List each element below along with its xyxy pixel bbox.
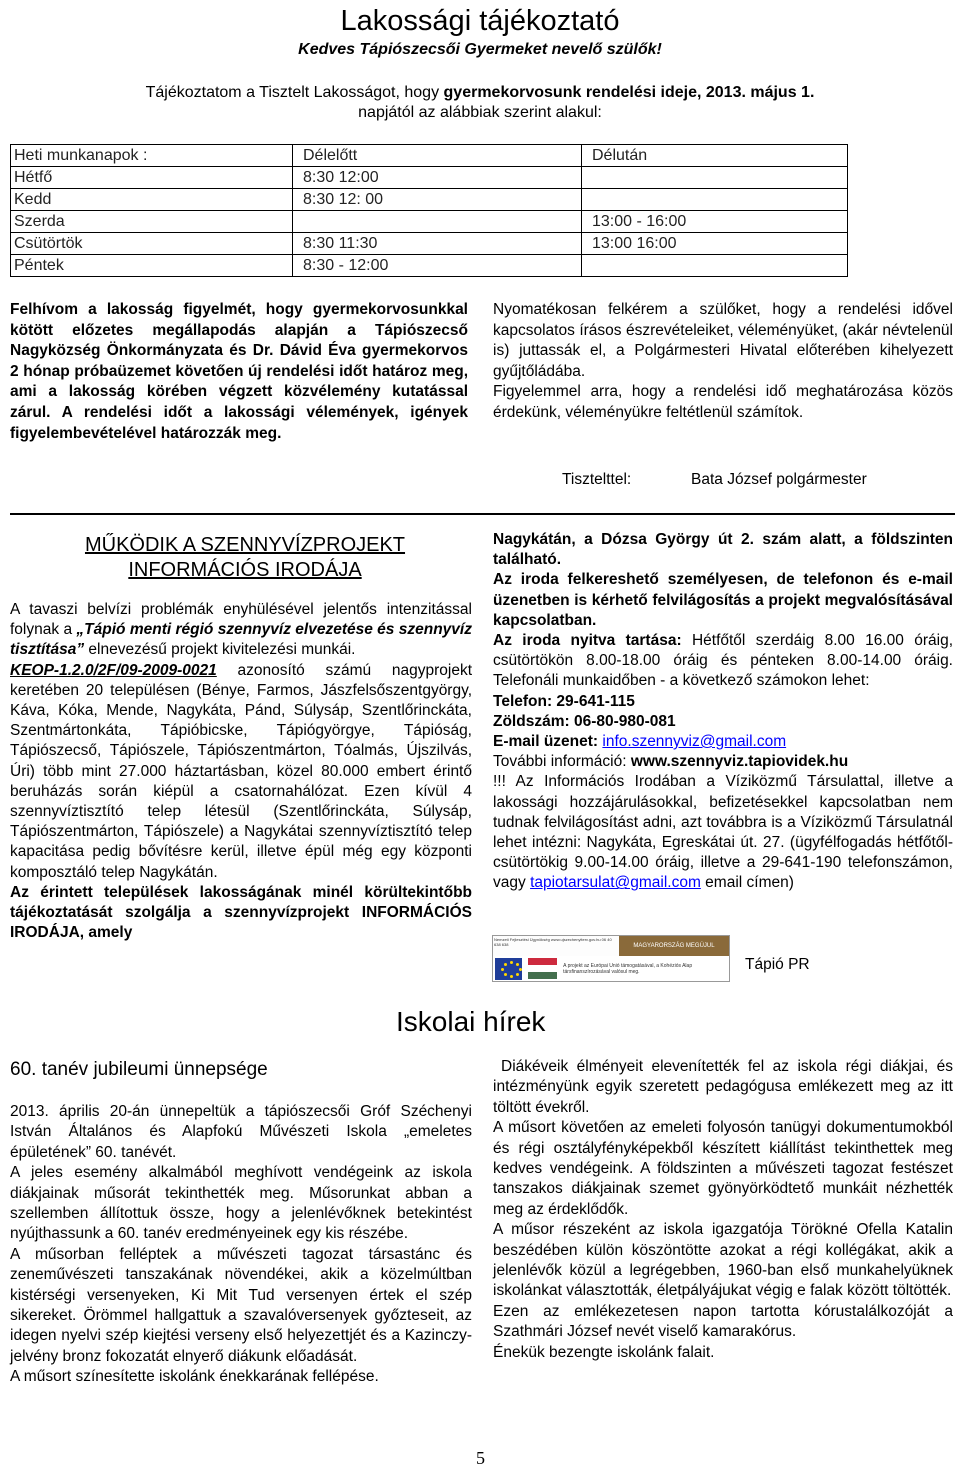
table-cell: Péntek (11, 255, 293, 277)
notice-left: Felhívom a lakosság figyelmét, hogy gyermekorvosunkkal kötött előzetes megállapodás alapján a Tápiószecső Nagyközség Önkormányzata és Dr. Dávid Éva gyermekorvos 2 hónap próbaüzemet követően új rendelési időt határoz meg, ami a lakosság körében végzett közvélemény kutatással zárul. A rendelési időt a lakossági vélemények, igények figyelembevételével határozzák meg. (10, 301, 468, 442)
table-cell: 8:30 - 12:00 (293, 255, 582, 277)
phone: Telefon: 29-641-115 (493, 692, 635, 710)
section-divider (10, 513, 955, 515)
school-left-text (10, 1102, 472, 1388)
paragraph: Énekük bezengte iskolánk falait. (493, 1343, 715, 1361)
table-cell: Hétfő (11, 167, 293, 189)
intro-text (70, 83, 890, 123)
society-note (493, 772, 953, 893)
eu-funding-logo (492, 935, 730, 982)
table-cell: 13:00 - 16:00 (582, 211, 848, 233)
table-cell: 8:30 11:30 (293, 233, 582, 255)
school-news-heading: Iskolai hírek (396, 1006, 546, 1037)
email-label: E-mail üzenet: (493, 733, 603, 751)
office-hours-text: Hétfőtől szerdáig 8.00 16.00 óráig, csütörtökön 8.00-18.00 óráig és pénteken 8.00-14.00 óráig. Telefonáli munkaidőben - a következő számokon lehet: (493, 632, 953, 690)
table-cell: 13:00 16:00 (582, 233, 848, 255)
banner-strip: MAGYARORSZÁG MEGÚJUL (619, 936, 729, 956)
greeting-subtitle: Kedves Tápiószecsői Gyermeket nevelő szülők! (298, 41, 662, 58)
table-cell: Kedd (11, 189, 293, 211)
signature: Bata József polgármester (691, 471, 867, 488)
table-row (11, 167, 848, 189)
project-p2: azonosító számú nagyprojekt keretében 20 településen (Bénye, Farmos, Jászfelsőszentgyörgy, Káva, Kóka, Mende, Nagykáta, Pánd, Súlysáp, Szentlőrinckáta, Szentmártonkáta, Tápióbicske, Tápiógyörgye, Tápióság, Tápiószecső, Tápiószele, Tápiószentmárton, Tóalmás, Újszilvás, Úri) több mint 27.000 háztartásban, közel 80.000 embert érintő beruházás során kiépül a csatornahálózat. Ezen kívül 4 szennyvíztisztító telep létesül (Szentlőrinckáta, Súlysáp, Tápiószentmárton, Tápiószele) a Nagykátai szennyvíztisztító telep kapacitása pedig bővítésre kerül, illetve épül még egy központi komposztáló telep Nagykátán. (10, 661, 472, 881)
project-p1-post: elnevezésű projekt kivitelezési munkái. (84, 641, 356, 659)
table-cell (582, 189, 848, 211)
table-cell: Szerda (11, 211, 293, 233)
green-number: Zöldszám: 06-80-980-081 (493, 712, 676, 730)
table-cell: Csütörtök (11, 233, 293, 255)
jubilee-heading: 60. tanév jubileumi ünnepsége (10, 1059, 268, 1080)
society-email-link[interactable]: tapiotarsulat@gmail.com (530, 874, 701, 892)
paragraph: A műsort követően az emeleti folyosón tanügyi dokumentumokból és régi osztályfényképekből készített kiállítást tekinthettek meg kedves vendégeink. A földszinten a művészeti tagozat festészet tanszakos diákjainak szemet gyönyörködtető munkáit nézhették meg az érdeklődők. (493, 1119, 953, 1218)
email-line (493, 732, 953, 752)
paragraph: 2013. április 20-án ünnepeltük a tápiószecsői Gróf Széchenyi István Általános és Alapfokú Művészeti Iskola „emeletes épületének” 60. tanévét. (10, 1103, 472, 1161)
header-cell: Heti munkanapok : (11, 145, 293, 167)
paragraph: Ezen az emlékezetesen napon tartotta kórustalálkozóját a Szathmári József nevét viselő kamarakórus. (493, 1302, 953, 1341)
project-right-text (493, 530, 953, 894)
paragraph: A jeles esemény alkalmából meghívott vendégeink az iskola diákjainak műsorát tekinthették meg. Műsorunkat abban a szellemben állítottuk össze, hogy a jelenlévőknek betekintést nyújthassunk a 60. tanév eredményeinek egy kis részébe. (10, 1164, 472, 1243)
notice-right (493, 300, 953, 424)
more-info-url: www.szennyviz.tapiovidek.hu (630, 753, 849, 771)
page-number: 5 (476, 1448, 485, 1468)
project-p1-italic: „Tápió menti régió szennyvíz elvezetése és szennyvíz tisztítása” (10, 621, 472, 659)
project-heading (10, 533, 480, 583)
project-p1-pre: A tavaszi belvízi problémák enyhülésével jelentős intenzitással folynak a (10, 601, 472, 639)
intro-pre: Tájékoztatom a Tisztelt Lakosságot, hogy (145, 84, 444, 101)
hungary-flag-icon (528, 958, 557, 980)
office-location: Nagykátán, a Dózsa György út 2. szám alatt, a földszinten található. (493, 531, 953, 569)
table-header-row (11, 145, 848, 167)
office-hours (493, 631, 953, 692)
paragraph: A műsorban felléptek a művészeti tagozat társastánc és zeneművészeti tanszakának növendékei, akik a közelmúltban kistérségi versenyeken, Ki Mit Tud versenyen értek el szép sikereket. Örömmel hallgattuk a szavalóversenyek győzteseit, az idegen nyelvi szép kiejtési verseny első helyezettjét és a Kazinczy- jelvény bronz fokozatát elnyerő diákunk előadását. (10, 1245, 472, 1365)
table-row (11, 211, 848, 233)
project-p3: Az érintett települések lakosságának minél körültekintőbb tájékoztatását szolgálja a szennyvízprojekt INFORMÁCIÓS IRODÁJA, amely (10, 883, 472, 942)
project-left-text (10, 600, 472, 943)
more-info-label: További információ: (493, 753, 631, 771)
header-cell: Délután (582, 145, 848, 167)
table-row (11, 189, 848, 211)
schedule-table (10, 144, 848, 277)
school-right-text (493, 1057, 953, 1363)
paragraph: A műsort színesítette iskolánk énekkarának fellépése. (10, 1368, 379, 1386)
agency-text: Nemzeti Fejlesztési Ügynökség www.ujszechenyiterv.gov.hu 06 40 638 638 (493, 936, 619, 956)
office-hours-label: Az iroda nyitva tartása: (493, 632, 682, 650)
table-cell (582, 167, 848, 189)
paragraph: A műsor részeként az iskola igazgatója Törökné Ofella Katalin beszédében külön köszöntötte azokat a régi kollégákat, akik a jelenlévők közül a legrégebben, 1960-ban első munkahelyüknek iskolánkat választották, életpályájukat végig e falak között töltötték. (493, 1221, 953, 1300)
funding-note: A projekt az Európai Unió támogatásával, a Kohéziós Alap társfinanszírozásával valósul meg. (563, 962, 693, 975)
table-cell: 8:30 12:00 (293, 167, 582, 189)
paragraph: Diákéveik élményeit elevenítették fel az iskola régi diákjai, és intézményünk egyik szeretett pedagógusa emlékezett meg az itt töltött évekről. (493, 1058, 953, 1116)
header-cell: Délelőtt (293, 145, 582, 167)
tapio-pr: Tápió PR (745, 956, 810, 973)
notice-right-p1: Nyomatékosan felkérem a szülőket, hogy a rendelési idővel kapcsolatos írásos észrevételeiket, véleményüket, (akár névtelenül is) juttassák el, a Polgármesteri Hivatal előterében kihelyezett gyűjtőládába. (493, 301, 953, 380)
notice-right-p2: Figyelemmel arra, hogy a rendelési idő meghatározása közös érdekünk, véleményükre feltétlenül számítok. (493, 383, 953, 421)
intro-bold: gyermekorvosunk rendelési ideje, 2013. május 1. (443, 84, 815, 101)
office-contact: Az iroda felkereshető személyesen, de telefonon és e-mail üzenetben is kérhető felvilágosítás a projekt megvalósításával kapcsolatban. (493, 571, 953, 629)
intro-post: napjától az alábbiak szerint alakul: (358, 104, 602, 121)
table-cell: 8:30 12: 00 (293, 189, 582, 211)
table-row (11, 233, 848, 255)
project-heading-line2: INFORMÁCIÓS IRODÁJA (128, 559, 362, 581)
project-heading-line1: MŰKÖDIK A SZENNYVÍZPROJEKT (84, 534, 406, 556)
table-row (11, 255, 848, 277)
page-title: Lakossági tájékoztató (340, 5, 620, 37)
more-info-line (493, 752, 953, 772)
eu-flag-icon (495, 958, 522, 980)
table-cell (582, 255, 848, 277)
society-text-end: email címen) (700, 874, 794, 892)
email-link[interactable]: info.szennyviz@gmail.com (602, 733, 787, 751)
greeting: Tisztelttel: (562, 471, 632, 488)
project-code: KEOP-1.2.0/2F/09-2009-0021 (10, 661, 217, 679)
table-cell (293, 211, 582, 233)
society-text: !!! Az Információs Irodában a Víziközmű Társulattal, illetve a lakossági hozzájárulásokkal, befizetésekkel kapcsolatban nem tudnak felvilágosítást adni, azt továbbra is a Víziközmű Társulatnál lehet intézni: Nagykáta, Egreskátai út. 27. (ügyfélfogadás hétfőtől-csütörtökig 9.00-14.00 óráig, illetve a 29-641-190 telefonszámon, vagy (493, 773, 953, 892)
